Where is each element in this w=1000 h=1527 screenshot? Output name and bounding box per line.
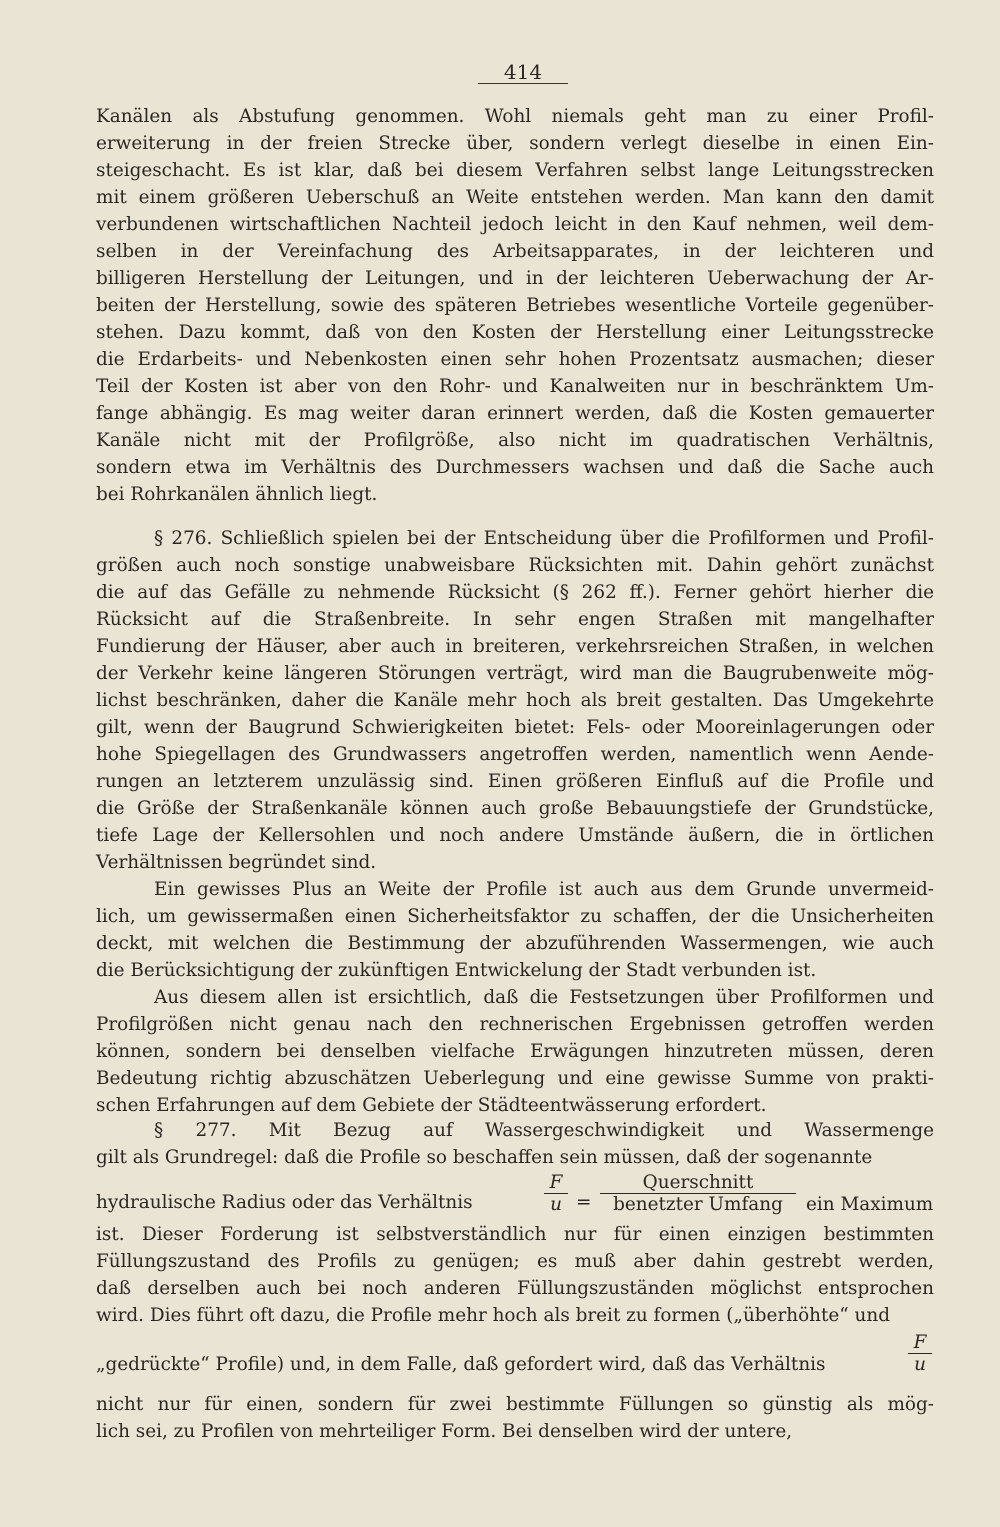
- fraction-querschnitt: [600, 1173, 796, 1216]
- text-line: der Verkehr keine längeren Störungen verträgt, wird man die Baugrubenweite mög-: [96, 663, 934, 684]
- text-lines: [96, 1221, 934, 1329]
- section-277: [96, 1117, 934, 1445]
- text-line: beiten der Herstellung, sowie des späteren Betriebes wesentliche Vorteile gegenüber-: [96, 295, 934, 316]
- text-line: größen auch noch sonstige unabweisbare Rücksichten mit. Dahin gehört zunächst: [96, 555, 934, 576]
- text-line: Fundierung der Häuser, aber auch in breiteren, verkehrsreichen Straßen, in welchen: [96, 636, 934, 657]
- hydraulic-radius-formula: [96, 1171, 934, 1221]
- text-line: hohe Spiegellagen des Grundwassers angetroffen werden, namentlich wenn Aende-: [96, 744, 934, 765]
- text-line: Kanäle nicht mit der Profilgröße, also nicht im quadratischen Verhältnis,: [96, 430, 934, 451]
- paragraph-continuation: [96, 103, 934, 508]
- text-line: die auf das Gefälle zu nehmende Rücksicht (§ 262 ff.). Ferner gehört hierher die: [96, 582, 934, 603]
- text-line: lich, um gewissermaßen einen Sicherheitsfaktor zu schaffen, der die Unsicherheiten: [96, 906, 934, 927]
- text-line: die Erdarbeits- und Nebenkosten einen sehr hohen Prozentsatz ausmachen; dieser: [96, 349, 934, 370]
- text-line: billigeren Herstellung der Leitungen, und in der leichteren Ueberwachung der Ar-: [96, 268, 934, 289]
- text-line: deckt, mit welchen die Bestimmung der abzuführenden Wassermengen, wie auch: [96, 933, 934, 954]
- text-line: die Größe der Straßenkanäle können auch große Bebauungstiefe der Grundstücke,: [96, 798, 934, 819]
- section-276: [96, 525, 934, 1119]
- text-line: schen Erfahrungen auf dem Gebiete der Städteentwässerung erfordert.: [96, 1095, 767, 1116]
- formula-tail-text: ein Maximum: [806, 1194, 934, 1215]
- text-line: verbundenen wirtschaftlichen Nachteil jedoch leicht in den Kauf nehmen, weil dem-: [96, 214, 934, 235]
- fraction-denominator: u: [914, 1354, 926, 1375]
- text-lines: [96, 525, 934, 1119]
- text-line: Füllungszustand des Profils zu genügen; es muß aber dahin gestrebt werden,: [96, 1251, 934, 1272]
- text-line: nicht nur für einen, sondern für zwei bestimmte Füllungen so günstig als mög-: [96, 1394, 934, 1415]
- text-line: bei Rohrkanälen ähnlich liegt.: [96, 484, 378, 505]
- text-line: § 276. Schließlich spielen bei der Entscheidung über die Profilformen und Profil-: [154, 528, 934, 549]
- formula-lead-text: „gedrückte“ Profile) und, in dem Falle, daß gefordert wird, daß das Verhältnis: [96, 1354, 826, 1375]
- fraction-numerator: F: [549, 1172, 563, 1193]
- fraction-numerator: Querschnitt: [600, 1173, 796, 1194]
- text-line: rungen an letzterem unzulässig sind. Einen größeren Einfluß auf die Profile und: [96, 771, 934, 792]
- text-line: fange abhängig. Es mag weiter daran erinnert werden, daß die Kosten gemauerter: [96, 403, 934, 424]
- text-line: selben in der Vereinfachung des Arbeitsapparates, in der leichteren und: [96, 241, 934, 262]
- text-line: wird. Dies führt oft dazu, die Profile mehr hoch als breit zu formen („überhöhte“ und: [96, 1305, 890, 1326]
- fraction-f-over-u: [544, 1173, 568, 1216]
- text-line: können, sondern bei denselben vielfache Erwägungen hinzutreten müssen, deren: [96, 1041, 934, 1062]
- text-line: lichst beschränken, daher die Kanäle mehr hoch als breit gestalten. Das Umgekehrte: [96, 690, 934, 711]
- text-line: sondern etwa im Verhältnis des Durchmessers wachsen und daß die Sache auch: [96, 457, 934, 478]
- text-line: Rücksicht auf die Straßenbreite. In sehr engen Straßen mit mangelhafter: [96, 609, 934, 630]
- text-line: lich sei, zu Profilen von mehrteiliger Form. Bei denselben wird der untere,: [96, 1421, 793, 1442]
- text-lines: [96, 1117, 934, 1171]
- formula-lead-text: hydraulische Radius oder das Verhältnis: [96, 1192, 473, 1213]
- fraction-numerator: F: [913, 1332, 927, 1353]
- fraction-f-over-u: [908, 1333, 932, 1376]
- text-line: gilt, wenn der Baugrund Schwierigkeiten bietet: Fels- oder Mooreinlagerungen oder: [96, 717, 934, 738]
- ratio-formula: [96, 1329, 934, 1391]
- text-lines: [96, 1391, 934, 1445]
- page-number-rule: [478, 83, 568, 84]
- text-line: daß derselben auch bei noch anderen Füllungszuständen möglichst entsprochen: [96, 1278, 934, 1299]
- text-line: ist. Dieser Forderung ist selbstverständlich nur für einen einzigen bestimmten: [96, 1224, 934, 1245]
- fraction-denominator: benetzter Umfang: [613, 1194, 783, 1215]
- text-line: erweiterung in der freien Strecke über, sondern verlegt dieselbe in einen Ein-: [96, 133, 934, 154]
- text-line: gilt als Grundregel: daß die Profile so beschaffen sein müssen, daß der sogenannte: [96, 1147, 873, 1168]
- text-line: Aus diesem allen ist ersichtlich, daß die Festsetzungen über Profilformen und: [154, 987, 934, 1008]
- text-lines: [96, 103, 934, 508]
- page-number: 414: [503, 60, 543, 84]
- text-line: mit einem größeren Ueberschuß an Weite entstehen werden. Man kann den damit: [96, 187, 934, 208]
- text-line: Teil der Kosten ist aber von den Rohr- und Kanalweiten nur in beschränktem Um-: [96, 376, 934, 397]
- text-line: die Berücksichtigung der zukünftigen Entwickelung der Stadt verbunden ist.: [96, 960, 817, 981]
- text-line: Kanälen als Abstufung genommen. Wohl niemals geht man zu einer Profil-: [96, 106, 934, 127]
- text-line: Bedeutung richtig abzuschätzen Ueberlegung und eine gewisse Summe von prakti-: [96, 1068, 934, 1089]
- text-line: Ein gewisses Plus an Weite der Profile ist auch aus dem Grunde unvermeid-: [154, 879, 934, 900]
- equals-sign: =: [576, 1192, 592, 1213]
- text-line: stehen. Dazu kommt, daß von den Kosten der Herstellung einer Leitungsstrecke: [96, 322, 934, 343]
- text-line: steigeschacht. Es ist klar, daß bei diesem Verfahren selbst lange Leitungsstrecken: [96, 160, 934, 181]
- text-line: § 277. Mit Bezug auf Wassergeschwindigkeit und Wassermenge: [154, 1120, 934, 1141]
- text-line: Profilgrößen nicht genau nach den rechnerischen Ergebnissen getroffen werden: [96, 1014, 934, 1035]
- fraction-denominator: u: [550, 1194, 562, 1215]
- text-line: tiefe Lage der Kellersohlen und noch andere Umstände äußern, die in örtlichen: [96, 825, 934, 846]
- text-line: Verhältnissen begründet sind.: [96, 852, 377, 873]
